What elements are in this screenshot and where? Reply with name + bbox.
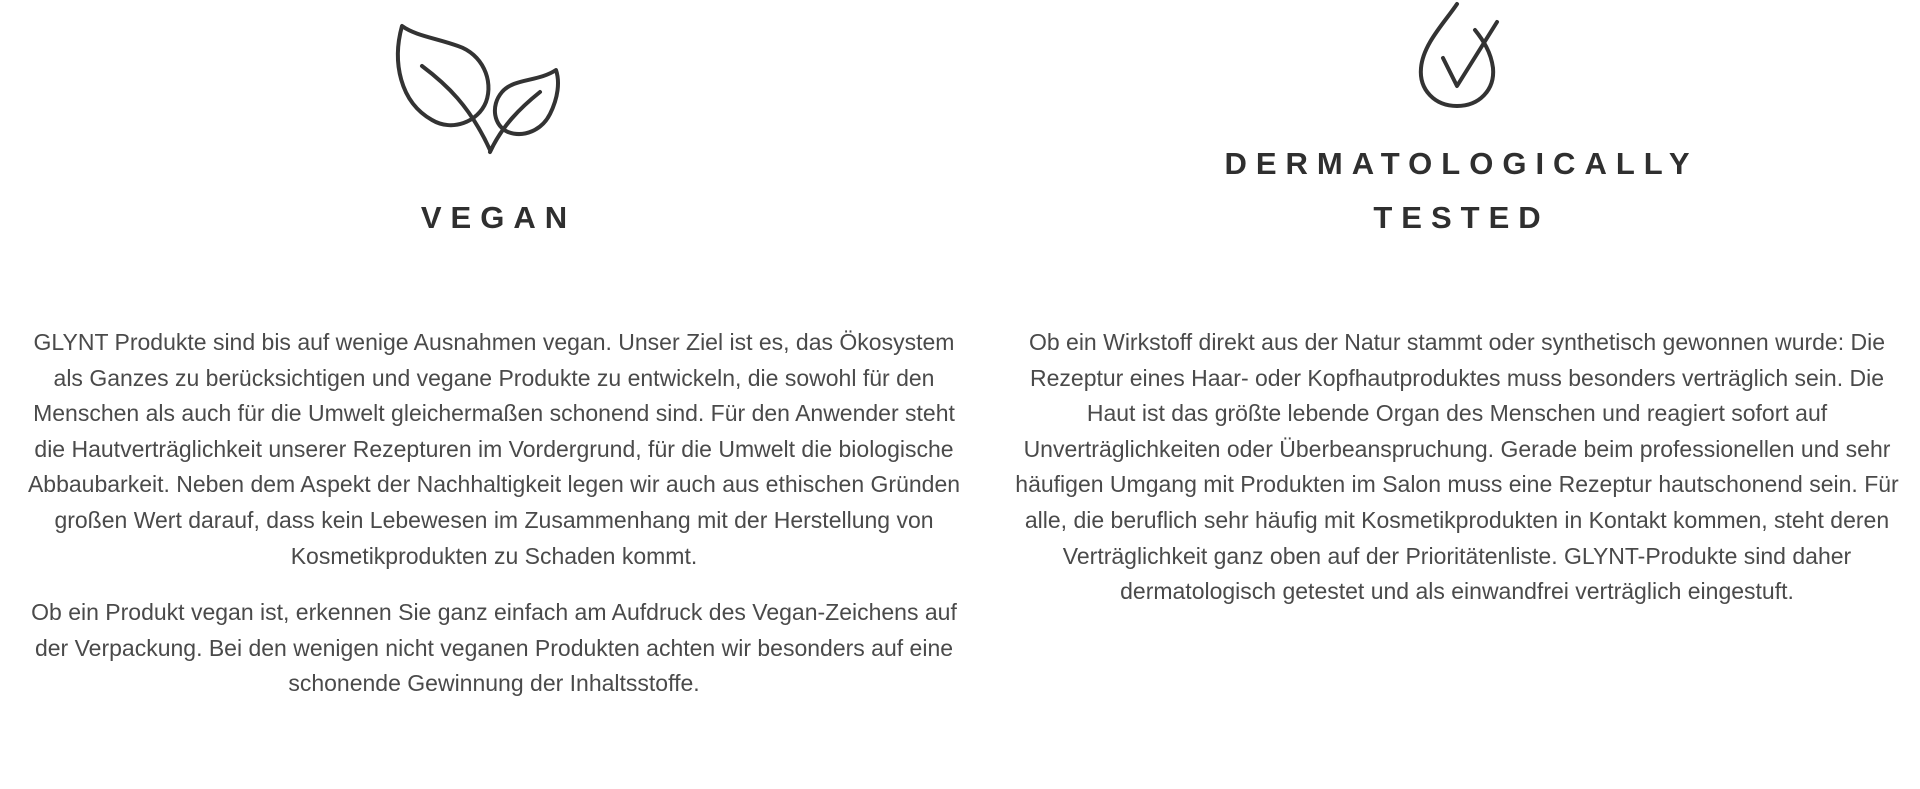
heading-line-2: TESTED [1373,200,1550,235]
vegan-paragraph-2: Ob ein Produkt vegan ist, erkennen Sie ganz einfach am Aufdruck des Vegan-Zeichens auf der Verpackung. Bei den wenigen nicht veganen Produkten achten wir besonders auf eine schonende Gewinnung der Inhaltsstoffe. [31,599,957,697]
drop-check-icon [1401,0,1513,112]
derma-paragraph-1: Ob ein Wirkstoff direkt aus der Natur stammt oder synthetisch gewonnen wurde: Die Rezeptur eines Haar- oder Kopfhautproduktes muss besonders verträglich sein. Die Haut ist das größte lebende Organ des Menschen und reagiert sofort auf Unverträglichkeiten oder Überbeanspruchung. Gerade beim professionellen und sehr häufigen Umgang mit Produkten im Salon muss eine Rezeptur hautschonend sein. Für alle, die beruflich sehr häufig mit Kosmetikprodukten in Kontakt kommen, steht deren Verträglichkeit ganz oben auf der Prioritätenliste. GLYNT-Produkte sind daher dermatologisch getestet und als einwandfrei verträglich eingestuft. [1015,329,1899,605]
dermatologically-tested-heading [1003,137,1911,245]
leaves-icon [390,22,600,162]
vegan-description [26,325,962,723]
heading-line-1: DERMATOLOGICALLY [1224,146,1699,181]
vegan-paragraph-1: GLYNT Produkte sind bis auf wenige Ausnahmen vegan. Unser Ziel ist es, das Ökosystem als Ganzes zu berücksichtigen und vegane Produkte zu entwickeln, die sowohl für den Menschen als auch für die Umwelt gleichermaßen schonend sind. Für den Anwender steht die Hautverträglichkeit unserer Rezepturen im Vordergrund, für die Umwelt die biologische Abbaubarkeit. Neben dem Aspekt der Nachhaltigkeit legen wir auch aus ethischen Gründen großen Wert darauf, dass kein Lebewesen im Zusammenhang mit der Herstellung von Kosmetikprodukten zu Schaden kommt. [27,329,961,569]
dermatologically-tested-description [1003,325,1911,631]
vegan-heading: VEGAN [420,200,577,235]
